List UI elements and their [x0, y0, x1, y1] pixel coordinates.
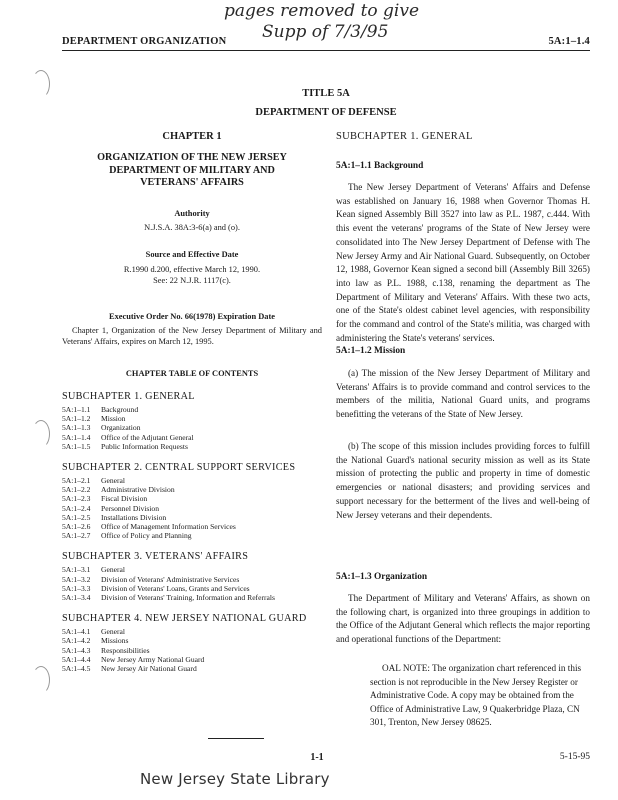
toc-item: 5A:1–3.3 Division of Veterans' Loans, Grants and Services — [62, 583, 250, 593]
eo-text: Chapter 1, Organization of the New Jersey Department of Military and Veterans' Affairs, expires on March 12, 1995. — [62, 326, 322, 346]
table-of-contents — [62, 391, 322, 673]
toc-subchapter-title: SUBCHAPTER 1. GENERAL — [62, 391, 195, 402]
running-header-right: 5A:1–1.4 — [548, 36, 590, 47]
authority-text: N.J.S.A. 38A:3-6(a) and (o). — [144, 223, 240, 232]
toc-heading: CHAPTER TABLE OF CONTENTS — [125, 369, 259, 378]
eo-heading: Executive Order No. 66(1978) Expiration Date — [109, 312, 275, 321]
library-stamp: New Jersey State Library — [140, 770, 330, 788]
oal-note: OAL NOTE: The organization chart referenced in this section is not reproducible in the New Jersey Register or Administrative Code. A copy may be obtained from the Office of Administrative Law, 9 Quakerbridge Plaza, CN 301, Trenton, New Jersey 08625. — [370, 663, 582, 728]
toc-item: 5A:1–1.1 Background — [62, 405, 139, 414]
toc-item: 5A:1–2.3 Fiscal Division — [62, 494, 148, 504]
toc-item: 5A:1–4.4 New Jersey Army National Guard — [62, 654, 205, 664]
toc-item: 5A:1–2.6 Office of Management Information Services — [62, 522, 236, 532]
toc-list — [62, 476, 322, 540]
toc-subchapter-title: SUBCHAPTER 2. CENTRAL SUPPORT SERVICES — [62, 462, 296, 474]
binder-hole-mark — [32, 70, 50, 98]
handwritten-note-line2: Supp of 7/3/95 — [262, 22, 389, 42]
toc-item: 5A:1–2.1 General — [62, 476, 126, 486]
end-rule — [208, 738, 264, 739]
toc-item: 5A:1–1.2 Mission — [62, 414, 126, 424]
running-header-left: DEPARTMENT ORGANIZATION — [62, 36, 227, 47]
section-heading-mission: 5A:1–1.2 Mission — [336, 346, 406, 356]
toc-item: 5A:1–4.2 Missions — [62, 636, 129, 646]
toc-item: 5A:1–4.1 General — [62, 627, 126, 637]
subchapter-heading: SUBCHAPTER 1. GENERAL — [336, 131, 473, 142]
toc-item: 5A:1–1.4 Office of the Adjutant General — [62, 432, 194, 442]
toc-subchapter-title: SUBCHAPTER 3. VETERANS' AFFAIRS — [62, 551, 249, 563]
toc-subchapter-title: SUBCHAPTER 4. NEW JERSEY NATIONAL GUARD — [62, 613, 307, 625]
toc-item: 5A:1–2.4 Personnel Division — [62, 503, 160, 513]
toc-item: 5A:1–4.5 New Jersey Air National Guard — [62, 664, 197, 674]
toc-list — [62, 405, 322, 451]
binder-hole-mark — [32, 420, 50, 448]
toc-item: 5A:1–1.5 Public Information Requests — [62, 441, 188, 451]
header-rule — [62, 50, 590, 51]
toc-item: 5A:1–2.2 Administrative Division — [62, 485, 175, 495]
toc-list — [62, 627, 322, 673]
section-text-mission-b: (b) The scope of this mission includes providing forces to fulfill the National Guard's national security mission as well as its State mission of protecting the public and property in time of domestic emergencies or national disasters; and providing services and support necessary for the betterment of the lives and well-being of New Jersey veterans and their dependents. — [336, 441, 590, 520]
chapter-title: ORGANIZATION OF THE NEW JERSEY DEPARTMENT OF MILITARY AND VETERANS' AFFAIRS — [97, 152, 287, 188]
section-text-mission-a: (a) The mission of the New Jersey Department of Military and Veterans' Affairs is to provide command and control services to the members of the militia, National Guard units, and programs benefitting the veterans of the State of New Jersey. — [336, 368, 590, 420]
toc-item: 5A:1–4.3 Responsibilities — [62, 645, 150, 655]
title-number: TITLE 5A — [302, 88, 350, 99]
toc-item: 5A:1–1.3 Organization — [62, 423, 141, 433]
section-text-organization: The Department of Military and Veterans' Affairs, as shown on the following chart, is organized into three groupings in addition to the Office of the Adjutant General which reflects the major reporting and operational functions of the Department: — [336, 593, 590, 645]
toc-item: 5A:1–2.5 Installations Division — [62, 512, 167, 522]
source-line-2: See: 22 N.J.R. 1117(c). — [153, 276, 231, 285]
section-heading-organization: 5A:1–1.3 Organization — [336, 572, 428, 582]
toc-item: 5A:1–3.4 Division of Veterans' Training, Information and Referrals — [62, 593, 275, 603]
chapter-number: CHAPTER 1 — [162, 131, 222, 142]
page-number: 1-1 — [310, 752, 324, 763]
binder-hole-mark — [32, 666, 50, 694]
revision-date: 5-15-95 — [559, 752, 590, 762]
toc-list — [62, 565, 322, 602]
toc-item: 5A:1–3.1 General — [62, 565, 126, 575]
section-heading-background: 5A:1–1.1 Background — [336, 161, 424, 171]
authority-heading: Authority — [174, 209, 210, 218]
toc-item: 5A:1–3.2 Division of Veterans' Administrative Services — [62, 574, 240, 584]
source-line-1: R.1990 d.200, effective March 12, 1990. — [123, 265, 261, 274]
section-text-background: The New Jersey Department of Veterans' Affairs and Defense was established on January 16, 1988 when Governor Thomas H. Kean signed Assembly Bill 3527 into law as P.L. 1987, c.444. With this event the veterans' programs of the State of New Jersey were consolidated into The New Jersey Department of Defense with The New Jersey Army and Air National Guard. Subsequently, on October 12, 1988, Governor Kean signed a second bill (Assembly Bill 3265) into law as P.L. 1988, c.138, renaming the department as The Department of Military and Veterans' Affairs. With these two acts, one of the State's oldest cabinet level agencies, with responsibility for the command and control of the State's militia, was charged with administering the State's veterans' services. — [336, 182, 590, 343]
handwritten-note-line1: pages removed to give — [224, 1, 420, 21]
toc-item: 5A:1–2.7 Office of Policy and Planning — [62, 531, 192, 541]
source-heading: Source and Effective Date — [145, 250, 239, 259]
title-name: DEPARTMENT OF DEFENSE — [255, 107, 397, 118]
